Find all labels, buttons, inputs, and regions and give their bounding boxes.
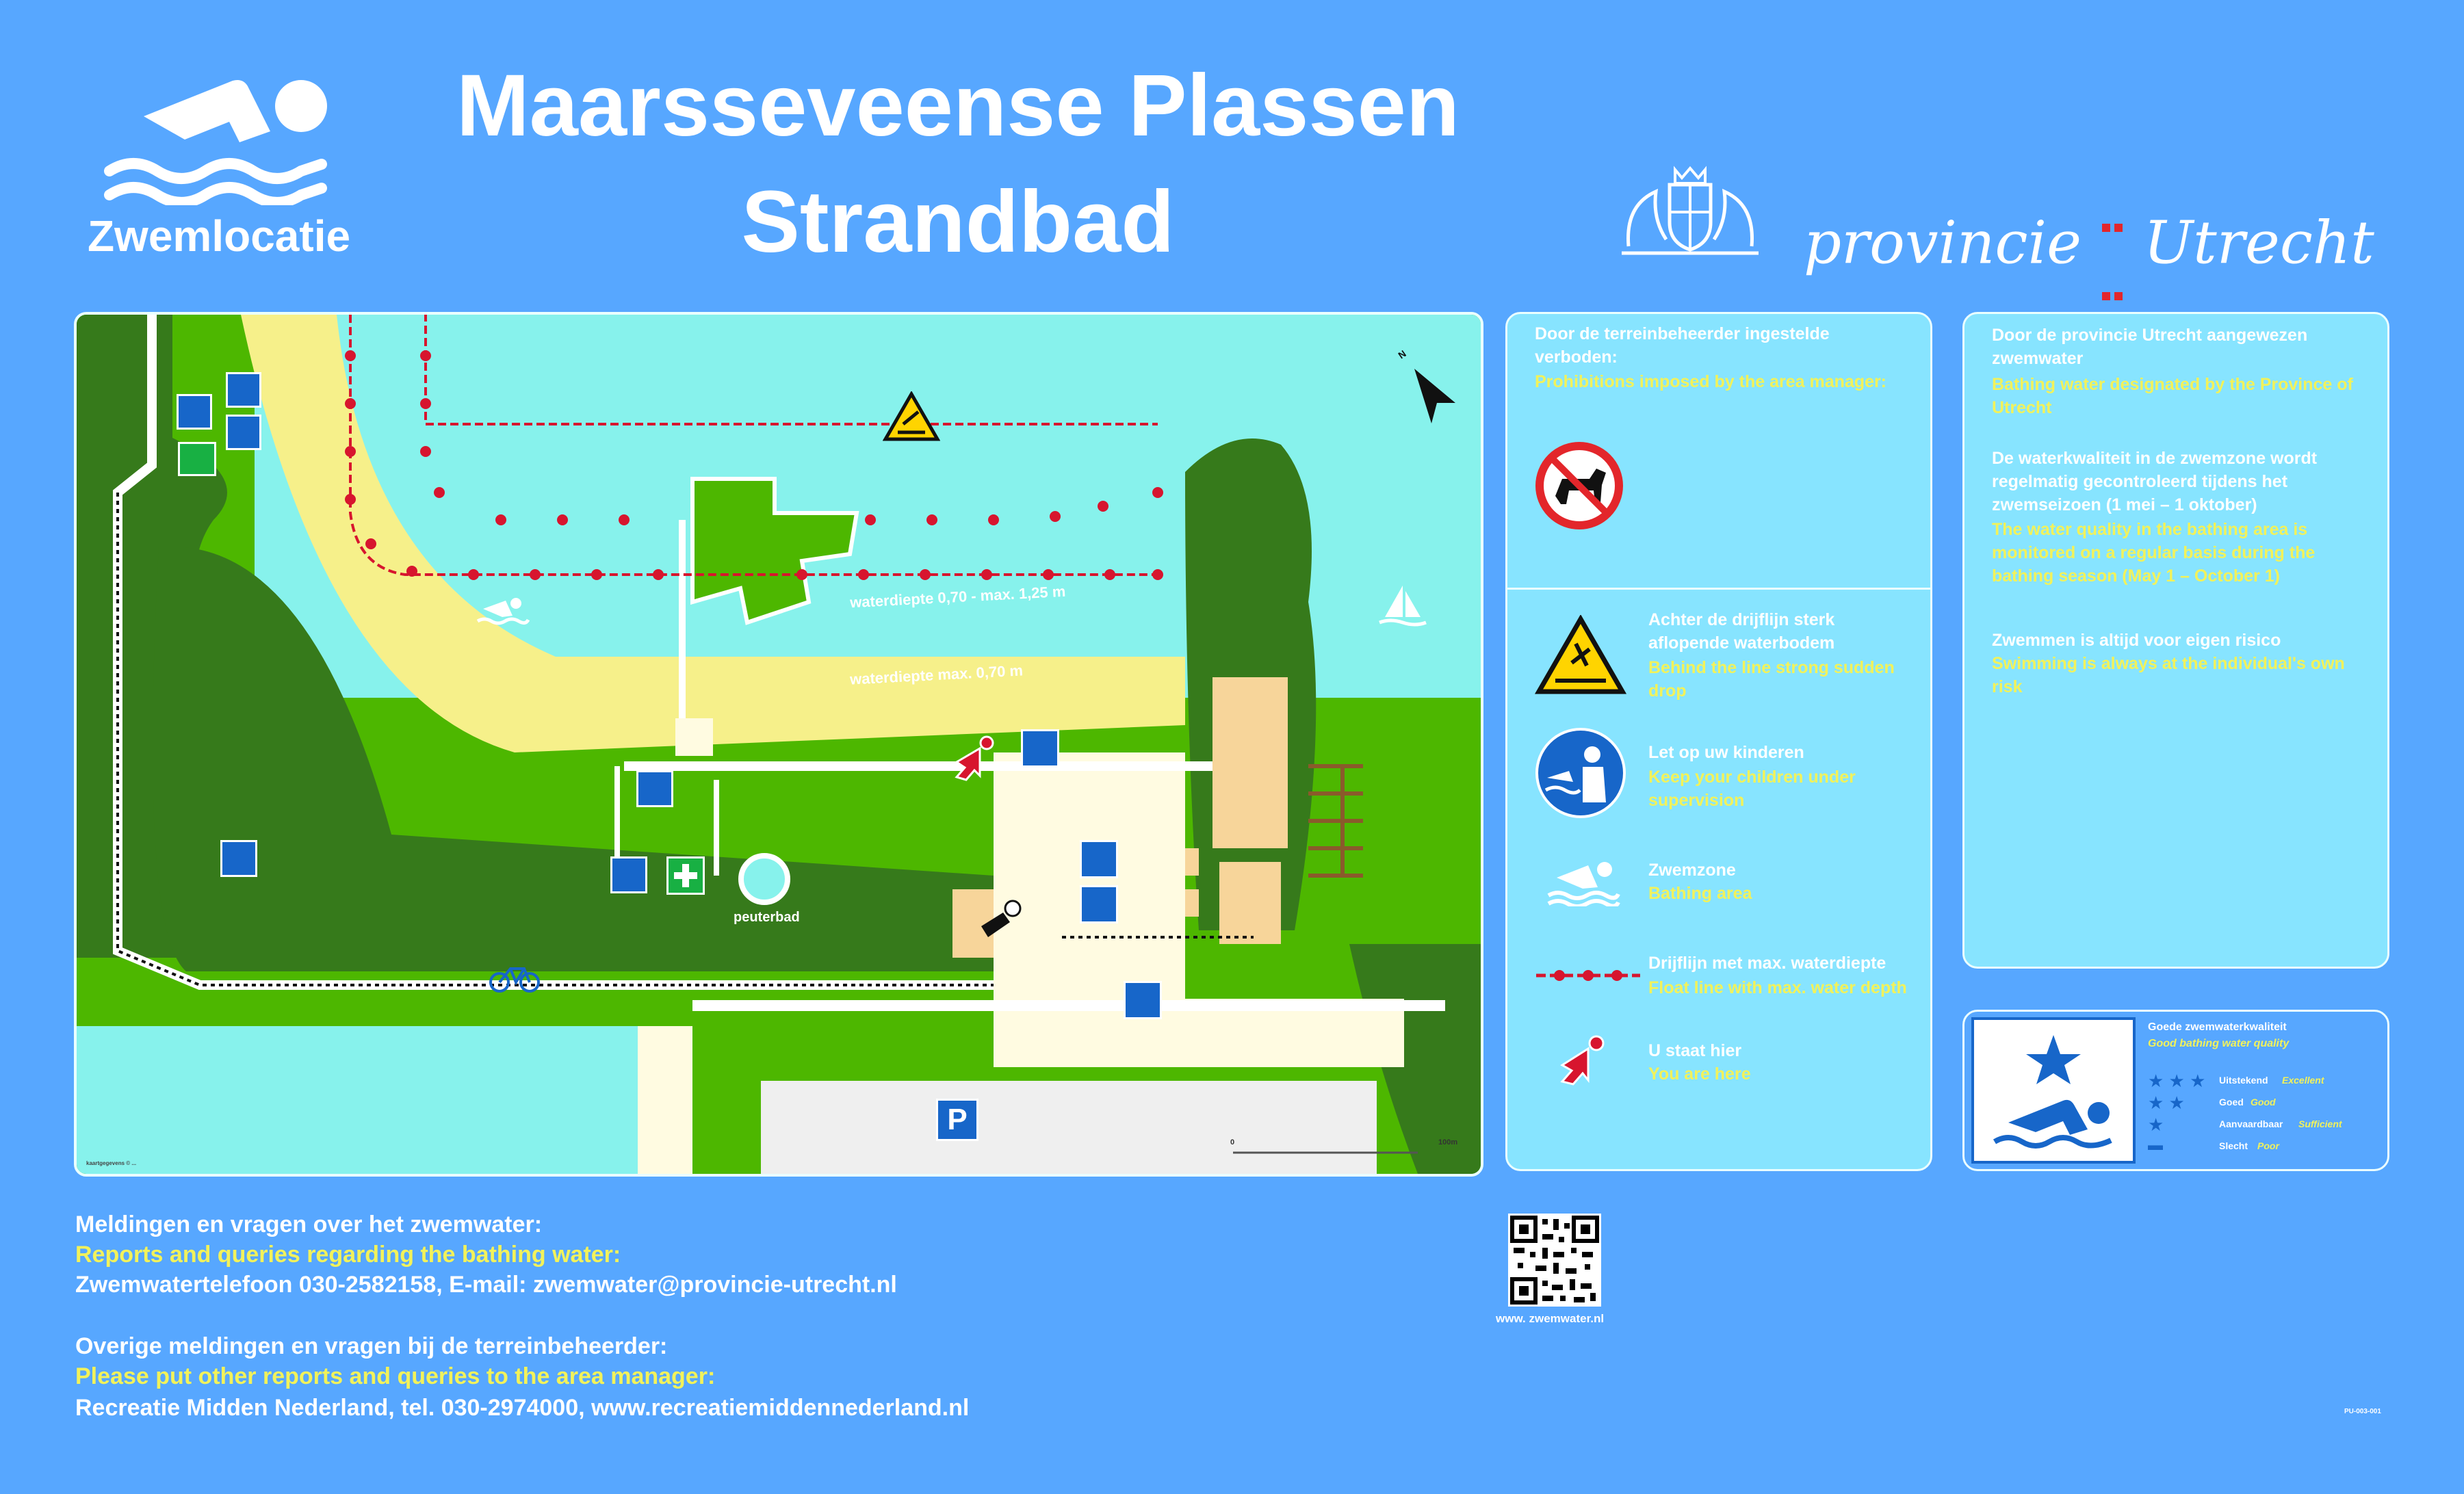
scale-start: 0 [1230, 1138, 1235, 1146]
stars-sufficient: ★ [2148, 1114, 2164, 1135]
no-dogs-icon [1535, 441, 1624, 534]
ticket-machine-icon [978, 899, 1026, 943]
ice-cream-icon [226, 372, 261, 408]
legend-here-nl: U staat hier [1648, 1041, 1742, 1060]
quality-row-excellent [2148, 1071, 2381, 1090]
province-logo-part2: Utrecht [2143, 209, 2374, 278]
quality-row-good [2148, 1092, 2381, 1112]
province-heading-en: Bathing water designated by the Province of Utrecht [1992, 375, 2353, 417]
province-logo [1804, 179, 2374, 316]
swimmer-icon [103, 68, 335, 205]
panel-divider [1507, 588, 1930, 590]
logo-label: Zwemlocatie [87, 211, 351, 261]
quality-title-nl: Goede zwemwaterkwaliteit [2148, 1021, 2287, 1033]
quality-title-en: Good bathing water quality [2148, 1038, 2290, 1049]
north-arrow-icon [1411, 365, 1459, 430]
legend-drop-nl: Achter de drijflijn sterk aflopende waterbodem [1648, 610, 1835, 653]
map-copyright: kaartgegevens © ... [86, 1160, 137, 1166]
stars-poor: ▬ [2148, 1136, 2163, 1153]
toilets-icon [177, 394, 212, 430]
sign-code: PU-003-001 [2344, 1408, 2381, 1415]
swim-zone-icon [475, 595, 530, 633]
you-are-here-icon [951, 735, 999, 786]
toilets-icon-2 [610, 856, 647, 893]
province-panel [1962, 312, 2389, 969]
prohibitions-panel [1505, 312, 1932, 1171]
other-contact[interactable]: Recreatie Midden Nederland, tel. 030-2974000, www.recreatiemiddennederland.nl [75, 1395, 970, 1421]
reports-heading-en: Reports and queries regarding the bathing water: [75, 1242, 621, 1268]
restaurant-icon [1080, 885, 1118, 923]
swim-logo [103, 68, 335, 205]
prohibitions-heading-en: Prohibitions imposed by the area manager: [1535, 372, 1887, 391]
peuterbad-label: peuterbad [734, 910, 800, 925]
north-label: N [1396, 348, 1408, 361]
quality-row-sufficient [2148, 1114, 2381, 1133]
reports-heading-nl: Meldingen en vragen over het zwemwater: [75, 1211, 543, 1237]
province-heading-nl: Door de provincie Utrecht aangewezen zwemwater [1992, 326, 2308, 368]
legend-here-en: You are here [1648, 1064, 1751, 1084]
sudden-drop-icon [1535, 615, 1626, 699]
quality-text-nl: De waterkwaliteit in de zwemzone wordt regelmatig gecontroleerd tijdens het zwemseizoen (1 mei – 1 oktober) [1992, 449, 2318, 514]
quality-sign-icon [1974, 1020, 2133, 1161]
rating-sufficient-nl: Aanvaardbaar [2219, 1118, 2283, 1129]
legend-float-nl: Drijflijn met max. waterdiepte [1648, 954, 1886, 973]
risk-text-nl: Zwemmen is altijd voor eigen risico [1992, 631, 2281, 650]
rating-excellent-nl: Uitstekend [2219, 1075, 2268, 1086]
float-line-icon [1535, 965, 1642, 989]
page-title: Maarsseveense Plassen [456, 57, 1460, 155]
shower-icon-2 [1021, 729, 1059, 768]
danger-sign-icon [883, 391, 940, 445]
ice-cream-icon-2 [636, 770, 673, 807]
you-are-here-legend-icon [1555, 1034, 1610, 1092]
bike-parking-icon [1124, 981, 1162, 1019]
legend-children-nl: Let op uw kinderen [1648, 743, 1804, 762]
other-heading-en: Please put other reports and queries to the area manager: [75, 1363, 716, 1389]
other-heading-nl: Overige meldingen en vragen bij de terreinbeheerder: [75, 1333, 668, 1359]
bicycle-icon [487, 960, 542, 998]
province-logo-squares [2100, 179, 2125, 316]
parking-icon: P [936, 1099, 978, 1141]
rating-good-en: Good [2251, 1097, 2276, 1108]
rating-poor-nl: Slecht [2219, 1140, 2248, 1151]
coat-of-arms-icon [1615, 164, 1765, 260]
legend-zone-en: Bathing area [1648, 884, 1752, 903]
prohibitions-heading-nl: Door de terreinbeheerder ingestelde verboden: [1535, 324, 1830, 367]
rating-good-nl: Goed [2219, 1097, 2244, 1108]
legend-float-en: Float line with max. water depth [1648, 978, 1907, 997]
depth-label-deep: waterdiepte 0,70 - max. 1,25 m [849, 582, 1066, 612]
qr-code-icon[interactable] [1508, 1214, 1601, 1307]
legend-zone-nl: Zwemzone [1648, 861, 1736, 880]
quality-row-poor [2148, 1136, 2381, 1155]
depth-label-shallow: waterdiepte max. 0,70 m [849, 661, 1024, 688]
stars-good: ★ ★ [2148, 1092, 2185, 1113]
province-logo-part1: provincie [1804, 209, 2082, 278]
rating-sufficient-en: Sufficient [2298, 1118, 2342, 1129]
quality-text-en: The water quality in the bathing area is monitored on a regular basis during the bathing season (May 1 – October 1) [1992, 520, 2316, 586]
reports-contact[interactable]: Zwemwatertelefoon 030-2582158, E-mail: zwemwater@provincie-utrecht.nl [75, 1272, 897, 1298]
legend-drop-en: Behind the line strong sudden drop [1648, 658, 1895, 700]
site-map [74, 312, 1483, 1177]
quality-panel [1962, 1010, 2389, 1171]
qr-url[interactable]: www. zwemwater.nl [1496, 1312, 1605, 1325]
first-aid-icon [666, 856, 705, 895]
scale-end: 100m [1438, 1138, 1458, 1146]
toilets-icon-3 [1080, 840, 1118, 878]
watch-children-icon [1535, 727, 1626, 822]
risk-text-en: Swimming is always at the individual's own risk [1992, 654, 2345, 696]
legend-children-en: Keep your children under supervision [1648, 768, 1856, 810]
first-aid-playground-icon [220, 840, 257, 877]
sailing-icon [1377, 583, 1429, 634]
swim-zone-legend-icon [1546, 859, 1621, 910]
shower-icon [226, 415, 261, 450]
exit-icon [178, 442, 216, 476]
stars-excellent: ★ ★ ★ [2148, 1071, 2206, 1091]
quality-sign [1971, 1017, 2136, 1164]
page-subtitle: Strandbad [741, 173, 1175, 271]
rating-excellent-en: Excellent [2282, 1075, 2324, 1086]
rating-poor-en: Poor [2257, 1140, 2279, 1151]
